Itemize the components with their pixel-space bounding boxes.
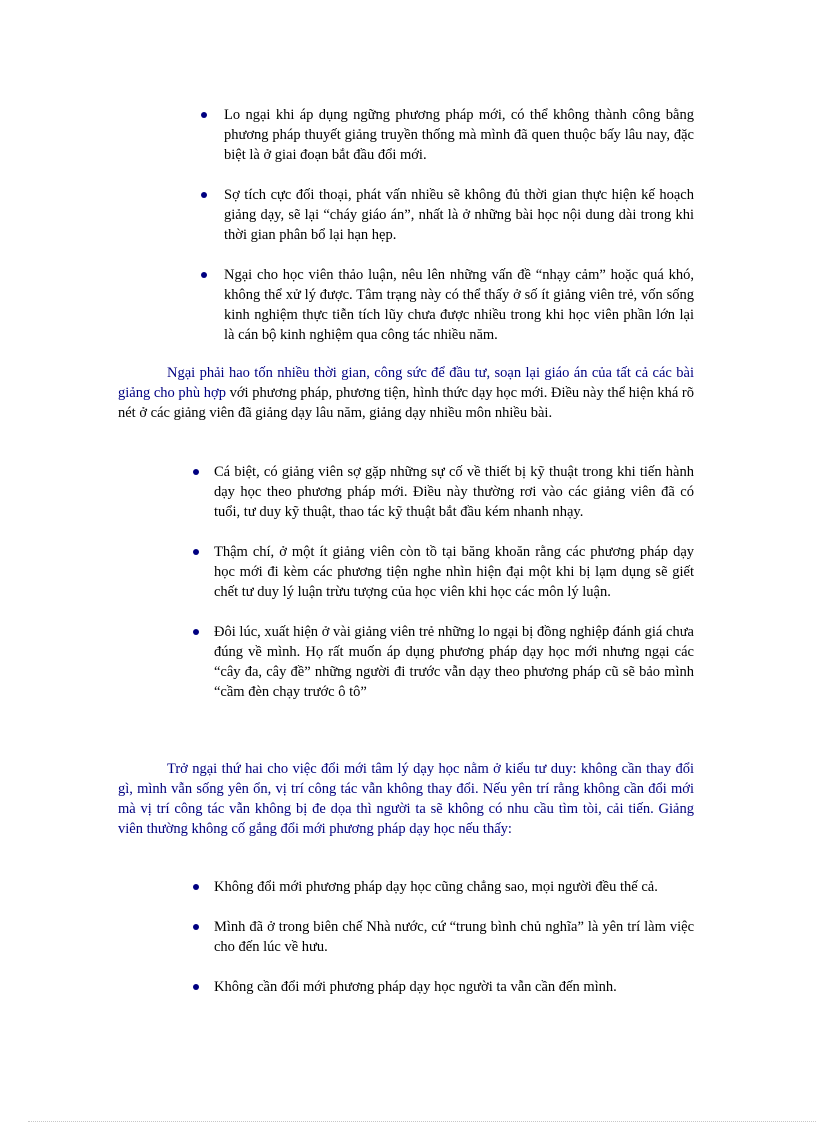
page-bottom-divider xyxy=(28,1121,816,1122)
list-item: Không đổi mới phương pháp dạy học cũng chẳng sao, mọi người đều thế cả. xyxy=(214,877,694,897)
bullet-icon xyxy=(201,192,207,198)
bullet-list-technical-concerns xyxy=(214,462,694,722)
list-item: Đôi lúc, xuất hiện ở vài giảng viên trẻ những lo ngại bị đồng nghiệp đánh giá chưa đúng về mình. Họ rất muốn áp dụng phương pháp dạy học mới nhưng ngại các “cây đa, cây đề” những người đi trước vẫn dạy theo phương pháp cũ sẽ bảo mình “cầm đèn chạy trước ô tô” xyxy=(214,622,694,702)
list-item: Cá biệt, có giảng viên sợ gặp những sự cố về thiết bị kỹ thuật trong khi tiến hành dạy học theo phương pháp mới. Điều này thường rơi vào các giảng viên đã có tuổi, tư duy kỹ thuật, thao tác kỹ thuật bắt đầu kém nhanh nhạy. xyxy=(214,462,694,522)
bullet-icon xyxy=(193,984,199,990)
list-item: Ngại cho học viên thảo luận, nêu lên những vấn đề “nhạy cảm” hoặc quá khó, không thể xử lý được. Tâm trạng này có thể thấy ở số ít giảng viên trẻ, vốn sống kinh nghiệm thực tiễn tích lũy chưa được nhiều trong khi học viên phần lớn lại là cán bộ kinh nghiệm qua công tác nhiều năm. xyxy=(224,265,694,345)
bullet-icon xyxy=(201,112,207,118)
bullet-icon xyxy=(193,629,199,635)
paragraph-highlight: Ngại phải hao tốn nhiều thời gian, công sức để đầu tư, soạn lại giáo án của tất cả các bài giảng cho phù hợp xyxy=(118,365,694,401)
list-item: Lo ngại khi áp dụng ngững phương pháp mới, có thể không thành công bằng phương pháp thuyết giảng truyền thống mà mình đã quen thuộc bấy lâu nay, đặc biệt là ở giai đoạn bắt đầu đổi mới. xyxy=(224,105,694,165)
bullet-icon xyxy=(193,469,199,475)
paragraph-time-effort xyxy=(118,363,694,423)
paragraph-second-obstacle: Trở ngại thứ hai cho việc đổi mới tâm lý dạy học nằm ở kiểu tư duy: không cần thay đổi gì, mình vẫn sống yên ổn, vị trí công tác vẫn không thay đổi. Nếu yên trí rằng không cần đổi mới mà vị trí công tác vẫn không bị đe dọa thì người ta sẽ không có nhu cầu tìm tòi, cải tiến. Giảng viên thường không cố gắng đổi mới phương pháp dạy học nếu thấy: xyxy=(118,761,694,837)
list-item: Không cần đổi mới phương pháp dạy học người ta vẫn cần đến mình. xyxy=(214,977,694,997)
list-item: Mình đã ở trong biên chế Nhà nước, cứ “trung bình chủ nghĩa” là yên trí làm việc cho đến lúc về hưu. xyxy=(214,917,694,957)
list-item: Thậm chí, ở một ít giảng viên còn tồ tại băng khoăn rằng các phương pháp dạy học mới đi kèm các phương tiện nghe nhìn hiện đại một khi bị lạm dụng sẽ giết chết tư duy lý luận trừu tượng của học viên khi học các môn lý luận. xyxy=(214,542,694,602)
bullet-icon xyxy=(193,549,199,555)
bullet-icon xyxy=(193,884,199,890)
bullet-icon xyxy=(193,924,199,930)
bullet-icon xyxy=(201,272,207,278)
bullet-list-complacency xyxy=(214,877,694,1017)
list-item: Sợ tích cực đối thoại, phát vấn nhiều sẽ không đủ thời gian thực hiện kế hoạch giảng dạy, sẽ lại “cháy giáo án”, nhất là ở những bài học nội dung dài trong khi thời gian phân bổ lại hạn hẹp. xyxy=(224,185,694,245)
paragraph-rest: với phương pháp, phương tiện, hình thức dạy học mới. Điều này thể hiện khá rõ nét ở các giảng viên đã giảng dạy lâu năm, giảng dạy nhiều môn nhiều bài. xyxy=(118,385,694,421)
bullet-list-concerns xyxy=(224,105,694,365)
